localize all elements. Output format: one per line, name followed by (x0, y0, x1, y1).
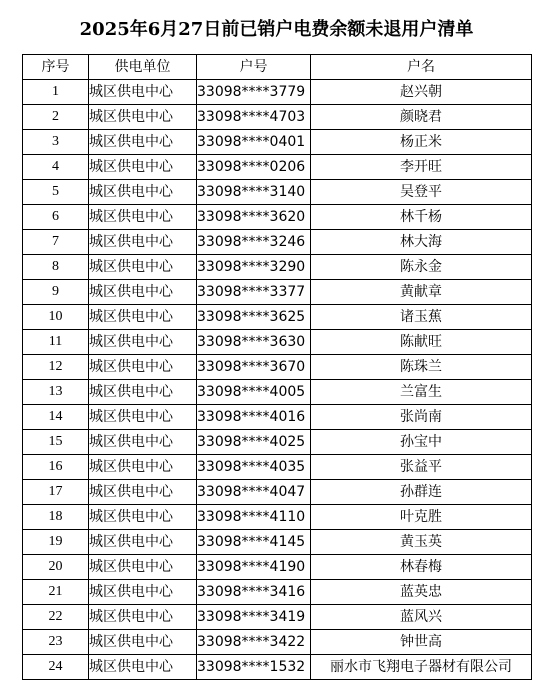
row-unit: 城区供电中心 (89, 430, 197, 455)
row-unit: 城区供电中心 (89, 605, 197, 630)
row-seq: 15 (23, 430, 89, 455)
table-body (23, 80, 532, 680)
row-unit: 城区供电中心 (89, 555, 197, 580)
table-row (23, 430, 532, 455)
row-account: 33098****3670 (197, 355, 311, 380)
row-account: 33098****3416 (197, 580, 311, 605)
table-row (23, 655, 532, 680)
row-unit: 城区供电中心 (89, 405, 197, 430)
row-unit: 城区供电中心 (89, 630, 197, 655)
row-unit: 城区供电中心 (89, 105, 197, 130)
row-unit: 城区供电中心 (89, 580, 197, 605)
row-name: 李开旺 (311, 155, 532, 180)
row-seq: 21 (23, 580, 89, 605)
row-seq: 22 (23, 605, 89, 630)
row-account: 33098****3625 (197, 305, 311, 330)
row-account: 33098****3630 (197, 330, 311, 355)
row-seq: 5 (23, 180, 89, 205)
row-account: 33098****3419 (197, 605, 311, 630)
row-unit: 城区供电中心 (89, 255, 197, 280)
row-unit: 城区供电中心 (89, 80, 197, 105)
table-row (23, 530, 532, 555)
row-name: 张尚南 (311, 405, 532, 430)
row-account: 33098****0206 (197, 155, 311, 180)
header-account: 户号 (197, 55, 311, 80)
row-account: 33098****4005 (197, 380, 311, 405)
row-unit: 城区供电中心 (89, 280, 197, 305)
row-account: 33098****3246 (197, 230, 311, 255)
row-seq: 9 (23, 280, 89, 305)
row-unit: 城区供电中心 (89, 505, 197, 530)
row-seq: 11 (23, 330, 89, 355)
row-unit: 城区供电中心 (89, 355, 197, 380)
row-seq: 17 (23, 480, 89, 505)
row-name: 吴登平 (311, 180, 532, 205)
row-account: 33098****4145 (197, 530, 311, 555)
row-name: 黄献章 (311, 280, 532, 305)
customer-table (22, 54, 532, 680)
row-name: 赵兴朝 (311, 80, 532, 105)
row-seq: 2 (23, 105, 89, 130)
row-name: 兰富生 (311, 380, 532, 405)
row-seq: 6 (23, 205, 89, 230)
row-account: 33098****3422 (197, 630, 311, 655)
row-name: 颜晓君 (311, 105, 532, 130)
table-row (23, 80, 532, 105)
row-name: 林千杨 (311, 205, 532, 230)
row-account: 33098****0401 (197, 130, 311, 155)
table-row (23, 605, 532, 630)
row-name: 蓝英忠 (311, 580, 532, 605)
row-account: 33098****4110 (197, 505, 311, 530)
row-seq: 12 (23, 355, 89, 380)
row-account: 33098****4035 (197, 455, 311, 480)
row-name: 陈永金 (311, 255, 532, 280)
row-seq: 8 (23, 255, 89, 280)
row-name: 林春梅 (311, 555, 532, 580)
row-name: 丽水市飞翔电子器材有限公司 (311, 655, 532, 680)
table-row (23, 255, 532, 280)
table-row (23, 130, 532, 155)
row-name: 林大海 (311, 230, 532, 255)
row-unit: 城区供电中心 (89, 155, 197, 180)
row-name: 诸玉蕉 (311, 305, 532, 330)
row-account: 33098****4190 (197, 555, 311, 580)
table-row (23, 355, 532, 380)
row-name: 钟世高 (311, 630, 532, 655)
table-row (23, 105, 532, 130)
row-unit: 城区供电中心 (89, 480, 197, 505)
row-seq: 10 (23, 305, 89, 330)
document-title: 2025年6月27日前已销户电费余额未退用户清单 (79, 19, 474, 40)
row-seq: 18 (23, 505, 89, 530)
table-row (23, 630, 532, 655)
row-account: 33098****3290 (197, 255, 311, 280)
row-seq: 23 (23, 630, 89, 655)
row-seq: 20 (23, 555, 89, 580)
row-unit: 城区供电中心 (89, 380, 197, 405)
row-seq: 3 (23, 130, 89, 155)
table-row (23, 380, 532, 405)
row-unit: 城区供电中心 (89, 530, 197, 555)
row-seq: 13 (23, 380, 89, 405)
row-unit: 城区供电中心 (89, 180, 197, 205)
row-unit: 城区供电中心 (89, 330, 197, 355)
row-name: 陈献旺 (311, 330, 532, 355)
row-unit: 城区供电中心 (89, 305, 197, 330)
row-account: 33098****4703 (197, 105, 311, 130)
table-header-row (23, 55, 532, 80)
row-name: 孙群连 (311, 480, 532, 505)
row-account: 33098****4047 (197, 480, 311, 505)
table-row (23, 480, 532, 505)
row-account: 33098****3377 (197, 280, 311, 305)
row-seq: 16 (23, 455, 89, 480)
row-unit: 城区供电中心 (89, 655, 197, 680)
row-account: 33098****4016 (197, 405, 311, 430)
header-unit: 供电单位 (89, 55, 197, 80)
table-row (23, 155, 532, 180)
row-account: 33098****4025 (197, 430, 311, 455)
row-name: 杨正米 (311, 130, 532, 155)
row-unit: 城区供电中心 (89, 455, 197, 480)
row-name: 黄玉英 (311, 530, 532, 555)
table-row (23, 580, 532, 605)
row-account: 33098****3140 (197, 180, 311, 205)
table-row (23, 280, 532, 305)
row-seq: 19 (23, 530, 89, 555)
table-row (23, 330, 532, 355)
table-row (23, 505, 532, 530)
row-name: 叶克胜 (311, 505, 532, 530)
row-unit: 城区供电中心 (89, 130, 197, 155)
table-row (23, 455, 532, 480)
table-row (23, 180, 532, 205)
row-seq: 1 (23, 80, 89, 105)
table-row (23, 555, 532, 580)
row-name: 张益平 (311, 455, 532, 480)
row-unit: 城区供电中心 (89, 230, 197, 255)
table-row (23, 305, 532, 330)
header-name: 户名 (311, 55, 532, 80)
row-account: 33098****3779 (197, 80, 311, 105)
row-seq: 14 (23, 405, 89, 430)
row-unit: 城区供电中心 (89, 205, 197, 230)
row-name: 陈珠兰 (311, 355, 532, 380)
table-row (23, 230, 532, 255)
row-seq: 7 (23, 230, 89, 255)
row-account: 33098****3620 (197, 205, 311, 230)
row-seq: 4 (23, 155, 89, 180)
row-name: 孙宝中 (311, 430, 532, 455)
row-account: 33098****1532 (197, 655, 311, 680)
row-name: 蓝风兴 (311, 605, 532, 630)
row-seq: 24 (23, 655, 89, 680)
table-row (23, 205, 532, 230)
header-seq: 序号 (23, 55, 89, 80)
table-row (23, 405, 532, 430)
